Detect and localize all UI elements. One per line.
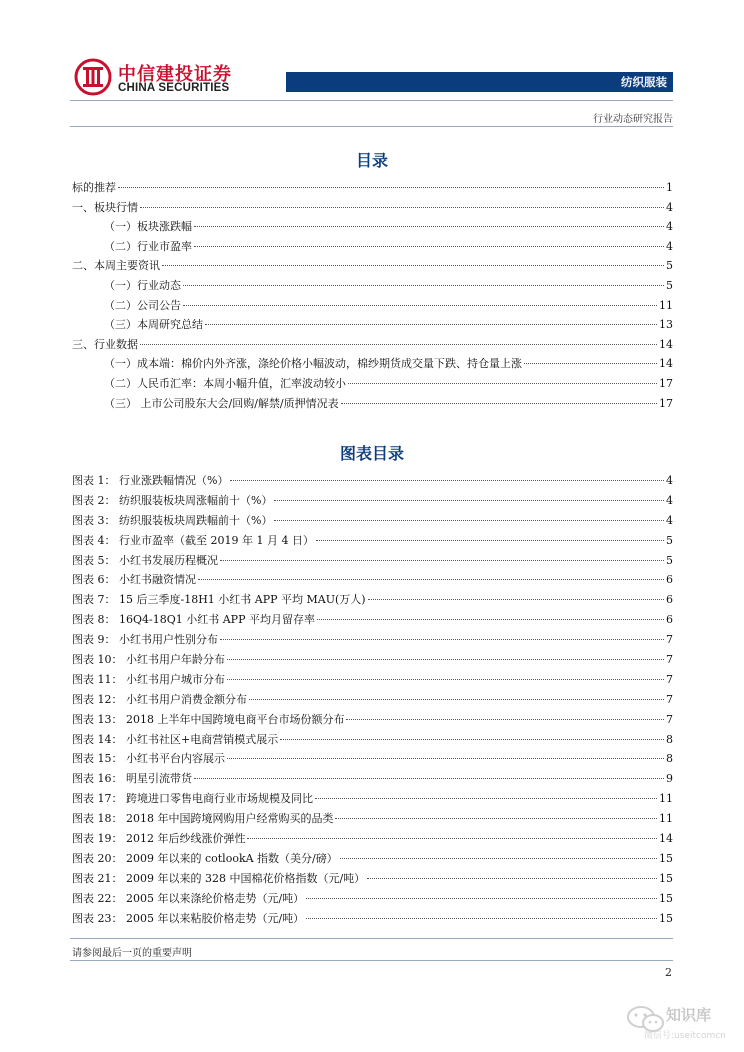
figure-entry[interactable]	[72, 590, 673, 610]
figure-entry-text: 图表 7： 15 后三季度-18H1 小红书 APP 平均 MAU(万人)	[72, 593, 366, 607]
dot-leader	[140, 207, 664, 208]
figure-entry-page: 11	[659, 812, 673, 826]
dot-leader	[340, 858, 657, 859]
figure-entry[interactable]	[72, 471, 673, 491]
toc-entry-text: （一）成本端：棉价内外齐涨，涤纶价格小幅波动，棉纱期货成交量下跌、持仓量上涨	[104, 357, 522, 371]
figure-entry-page: 7	[666, 653, 673, 667]
dot-leader	[183, 305, 657, 306]
figure-entry[interactable]	[72, 670, 673, 690]
figure-entry[interactable]	[72, 690, 673, 710]
watermark	[622, 998, 742, 1048]
figure-entry[interactable]	[72, 789, 673, 809]
toc-entry-page: 13	[659, 318, 673, 332]
dot-leader	[227, 758, 664, 759]
dot-leader	[183, 285, 664, 286]
dot-leader	[205, 324, 657, 325]
figure-entry-text: 图表 23： 2005 年以来粘胶价格走势（元/吨）	[72, 911, 305, 925]
dot-leader	[341, 403, 657, 404]
figure-entry[interactable]	[72, 710, 673, 730]
figure-entry-page: 4	[666, 493, 673, 507]
dot-leader	[348, 383, 657, 384]
footer-divider	[70, 938, 673, 939]
industry-banner	[286, 72, 673, 92]
figure-entry-page: 6	[666, 593, 673, 607]
toc-entry[interactable]	[72, 374, 673, 394]
figure-entry-text: 图表 1： 行业涨跌幅情况（%）	[72, 474, 229, 487]
toc-entry-text: 一、板块行情	[72, 200, 138, 214]
toc-entry[interactable]	[72, 237, 673, 257]
toc-entry-page: 4	[666, 200, 673, 214]
toc-title: 目录	[355, 151, 388, 170]
figure-entry-page: 6	[666, 573, 673, 587]
company-logo	[74, 58, 244, 98]
logo-english-text: CHINA SECURITIES	[118, 82, 230, 94]
toc-entry[interactable]	[72, 315, 673, 335]
toc-entry[interactable]	[72, 335, 673, 355]
toc-entry[interactable]	[72, 276, 673, 296]
figure-entry-text: 图表 18： 2018 年中国跨境网购用户经常购买的品类	[72, 812, 334, 826]
figure-entry[interactable]	[72, 769, 673, 789]
toc-entry-page: 5	[666, 259, 673, 273]
figure-entry-text: 图表 14： 小红书社区+电商营销模式展示	[72, 732, 279, 746]
toc-entry-page: 17	[659, 396, 673, 410]
dot-leader	[368, 599, 664, 600]
figure-entry-text: 图表 2： 纺织服装板块周涨幅前十（%）	[72, 493, 273, 507]
figure-entry[interactable]	[72, 869, 673, 889]
disclaimer-note: 请参阅最后一页的重要声明	[72, 948, 192, 959]
figure-entry-text: 图表 17： 跨境进口零售电商行业市场规模及同比	[72, 792, 313, 806]
figure-entry[interactable]	[72, 630, 673, 650]
toc-entry-page: 11	[659, 298, 673, 312]
dot-leader	[306, 898, 657, 899]
dot-leader	[524, 363, 657, 364]
page-number: 2	[665, 966, 672, 979]
figure-entry-page: 15	[659, 851, 673, 865]
toc-entry[interactable]	[72, 354, 673, 374]
toc-entry-text: （三）本周研究总结	[104, 318, 203, 332]
header-divider	[70, 100, 673, 101]
dot-leader	[227, 659, 664, 660]
figure-entry-page: 7	[666, 672, 673, 686]
toc-entry-text: （二）人民币汇率：本周小幅升值，汇率波动较小	[104, 376, 346, 390]
toc-entry-text: （三） 上市公司股东大会/回购/解禁/质押情况表	[104, 396, 339, 410]
toc-entry[interactable]	[72, 198, 673, 218]
figure-entry-text: 图表 13： 2018 上半年中国跨境电商平台市场份额分布	[72, 712, 345, 726]
header-divider-lower	[70, 126, 673, 127]
figure-entry-page: 14	[659, 832, 673, 846]
toc-entry-page: 14	[659, 357, 673, 371]
figure-entry-page: 4	[666, 513, 673, 527]
figure-entry-page: 7	[666, 712, 673, 726]
toc-entry-page: 5	[666, 278, 673, 292]
figure-entry-text: 图表 6： 小红书融资情况	[72, 573, 196, 587]
figure-entry-page: 15	[659, 871, 673, 885]
dot-leader	[162, 265, 664, 266]
dot-leader	[316, 540, 664, 541]
figure-entry-text: 图表 3： 纺织服装板块周跌幅前十（%）	[72, 513, 273, 527]
figure-entry[interactable]	[72, 531, 673, 551]
figure-entry-text: 图表 21： 2009 年以来的 328 中国棉花价格指数（元/吨）	[72, 871, 366, 885]
toc-entry-page: 17	[659, 376, 673, 390]
figure-entry[interactable]	[72, 650, 673, 670]
figure-entry-text: 图表 5： 小红书发展历程概况	[72, 553, 218, 567]
toc-entry[interactable]	[72, 217, 673, 237]
dot-leader	[247, 838, 657, 839]
figure-entry-text: 图表 22： 2005 年以来涤纶价格走势（元/吨）	[72, 891, 305, 905]
citic-logo-icon	[74, 58, 112, 96]
figure-entry-text: 图表 20： 2009 年以来的 cotlookA 指数（美分/磅）	[72, 851, 338, 865]
toc-entry-text: （二）行业市盈率	[104, 239, 192, 253]
dot-leader	[274, 520, 664, 521]
watermark-name: 知识库	[666, 1006, 712, 1024]
dot-leader	[220, 560, 664, 561]
toc-entry[interactable]	[72, 256, 673, 276]
figure-entry-text: 图表 4： 行业市盈率（截至 2019 年 1 月 4 日）	[72, 533, 314, 547]
figure-entry-page: 15	[659, 891, 673, 905]
dot-leader	[230, 480, 664, 481]
figure-entry[interactable]	[72, 889, 673, 909]
dot-leader	[280, 739, 664, 740]
dot-leader	[198, 579, 664, 580]
toc-entry-page: 4	[666, 239, 673, 253]
figure-entry-page: 9	[666, 772, 673, 786]
figure-entry-page: 5	[666, 533, 673, 547]
toc-entry[interactable]	[72, 178, 673, 198]
dot-leader	[227, 679, 664, 680]
dot-leader	[317, 619, 664, 620]
toc-entry-page: 1	[666, 181, 673, 194]
figure-entry[interactable]	[72, 749, 673, 769]
watermark-sub: 微信号:useitcomcn	[644, 1031, 726, 1041]
toc-entry-text: 三、行业数据	[72, 337, 138, 351]
figure-entry-text: 图表 15： 小红书平台内容展示	[72, 752, 225, 766]
logo-chinese-text: 中信建投证券	[118, 64, 232, 85]
report-type: 行业动态研究报告	[593, 114, 673, 125]
figure-entry[interactable]	[72, 511, 673, 531]
dot-leader	[194, 226, 664, 227]
figure-entry[interactable]	[72, 570, 673, 590]
figure-entry-page: 15	[659, 911, 673, 925]
figure-entry-text: 图表 9： 小红书用户性别分布	[72, 633, 218, 647]
dot-leader	[315, 798, 657, 799]
industry-label: 纺织服装	[621, 75, 667, 89]
dot-leader	[367, 878, 657, 879]
toc-entry-text: 二、本周主要资讯	[72, 259, 160, 273]
dot-leader	[306, 918, 657, 919]
figure-entry[interactable]	[72, 809, 673, 829]
figure-entry-page: 8	[666, 732, 673, 746]
dot-leader	[346, 719, 664, 720]
figure-entry-text: 图表 12： 小红书用户消费金额分布	[72, 692, 247, 706]
figure-entry[interactable]	[72, 730, 673, 750]
figure-entry[interactable]	[72, 909, 673, 929]
figure-entry[interactable]	[72, 491, 673, 511]
dot-leader	[194, 778, 664, 779]
dot-leader	[335, 818, 657, 819]
toc-entry-text: （一）板块涨跌幅	[104, 220, 192, 234]
figure-entry-page: 7	[666, 692, 673, 706]
dot-leader	[140, 344, 657, 345]
figure-entry-page: 11	[659, 792, 673, 806]
figure-entry[interactable]	[72, 551, 673, 571]
dot-leader	[118, 187, 664, 188]
toc-entry-page: 14	[659, 337, 673, 351]
footer-divider-lower	[70, 960, 673, 961]
dot-leader	[249, 699, 664, 700]
toc-list	[72, 178, 673, 413]
figure-entry-text: 图表 16： 明星引流带货	[72, 772, 192, 786]
figure-entry[interactable]	[72, 610, 673, 630]
figure-entry-text: 图表 19： 2012 年后纱线涨价弹性	[72, 832, 246, 846]
figure-entry-page: 8	[666, 752, 673, 766]
toc-entry-text: （一）行业动态	[104, 278, 181, 292]
toc-entry-page: 4	[666, 220, 673, 234]
toc-entry-text: （二）公司公告	[104, 298, 181, 312]
figure-entry-text: 图表 11： 小红书用户城市分布	[72, 672, 225, 686]
figures-toc-list	[72, 471, 673, 928]
figure-entry-page: 5	[666, 553, 673, 567]
figures-toc-title: 图表目录	[339, 444, 404, 463]
figure-entry-page: 4	[666, 474, 673, 487]
figure-entry-page: 6	[666, 613, 673, 627]
dot-leader	[220, 639, 664, 640]
toc-entry[interactable]	[72, 296, 673, 316]
dot-leader	[194, 246, 664, 247]
figure-entry-text: 图表 8： 16Q4-18Q1 小红书 APP 平均月留存率	[72, 613, 315, 627]
toc-entry[interactable]	[72, 394, 673, 414]
dot-leader	[274, 500, 664, 501]
toc-entry-text: 标的推荐	[72, 181, 116, 194]
figure-entry-page: 7	[666, 633, 673, 647]
figure-entry[interactable]	[72, 849, 673, 869]
figure-entry[interactable]	[72, 829, 673, 849]
figure-entry-text: 图表 10： 小红书用户年龄分布	[72, 653, 225, 667]
